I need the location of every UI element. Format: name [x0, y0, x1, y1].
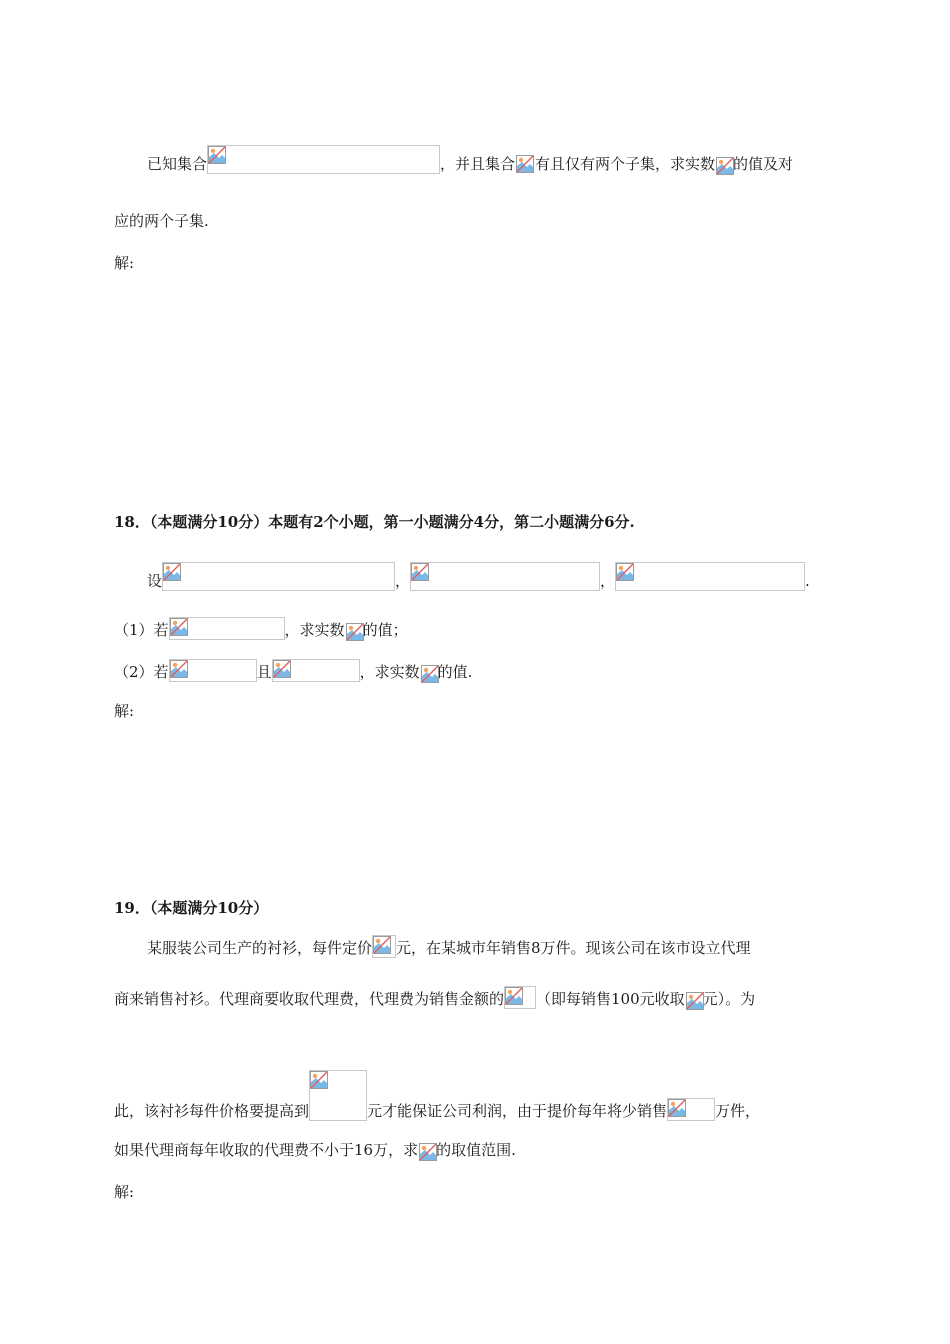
- broken-image-icon: [421, 665, 439, 683]
- q17-text: 的值及对: [733, 155, 794, 173]
- q18-part2: [114, 659, 472, 682]
- formula-image-placeholder: [169, 617, 285, 640]
- q18-text: （2）若: [114, 663, 169, 681]
- q19-text: 万件，: [715, 1102, 761, 1120]
- formula-image-placeholder: [715, 156, 733, 174]
- q19-text: 元才能保证公司利润，由于提价每年将少销售: [367, 1102, 668, 1120]
- broken-image-icon: [170, 618, 188, 636]
- formula-image-placeholder: [667, 1098, 715, 1121]
- q19-text: 某服装公司生产的衬衫，每件定价: [147, 939, 373, 957]
- broken-image-icon: [373, 936, 391, 954]
- formula-image-placeholder: [418, 1142, 436, 1160]
- q18-text: ，求实数: [284, 621, 345, 639]
- formula-image-placeholder: [272, 659, 360, 682]
- q18-text: 且: [256, 663, 272, 681]
- broken-image-icon: [208, 146, 226, 164]
- formula-image-placeholder: [410, 562, 600, 591]
- q18-text: 的值.: [437, 663, 473, 681]
- broken-image-icon: [310, 1071, 328, 1089]
- broken-image-icon: [668, 1099, 686, 1117]
- q19-line3: [114, 1070, 760, 1121]
- q19-header: 19．（本题满分10分）: [114, 899, 269, 917]
- broken-image-icon: [411, 563, 429, 581]
- q18-text: 的值；: [362, 621, 408, 639]
- q19-text: （即每销售100元收取: [536, 990, 685, 1008]
- q19-text: 如果代理商每年收取的代理费不小于16万，求: [114, 1141, 419, 1159]
- q17-line1: [147, 145, 793, 174]
- broken-image-icon: [273, 660, 291, 678]
- broken-image-icon: [616, 563, 634, 581]
- q18-header: 18．（本题满分10分）本题有2个小题，第一小题满分4分，第二小题满分6分.: [114, 513, 635, 531]
- q18-text: ，: [395, 572, 411, 590]
- q18-answer-label: 解:: [114, 702, 135, 720]
- q19-text: 商来销售衬衫。代理商要收取代理费，代理费为销售金额的: [114, 990, 505, 1008]
- q18-text: ，: [600, 572, 616, 590]
- formula-image-placeholder: [372, 935, 396, 958]
- broken-image-icon: [163, 563, 181, 581]
- q17-text: 有且仅有两个子集，求实数: [535, 155, 716, 173]
- formula-image-placeholder: [345, 622, 363, 640]
- broken-image-icon: [505, 987, 523, 1005]
- q19-line1: [147, 935, 751, 958]
- q18-text: .: [805, 572, 810, 590]
- q17-text: ，并且集合: [440, 155, 516, 173]
- q19-text: 的取值范围.: [436, 1141, 516, 1159]
- q19-text: 元）。为: [702, 990, 756, 1008]
- formula-image-placeholder: [169, 659, 257, 682]
- formula-image-placeholder: [504, 986, 536, 1009]
- q18-part1: [114, 617, 408, 640]
- q19-answer-label: 解:: [114, 1183, 135, 1201]
- broken-image-icon: [516, 155, 534, 173]
- q19-line4: [114, 1140, 516, 1160]
- q17-answer-label: 解:: [114, 254, 135, 272]
- broken-image-icon: [686, 992, 704, 1010]
- broken-image-icon: [716, 157, 734, 175]
- q17-line2: 应的两个子集.: [114, 212, 209, 230]
- formula-image-placeholder: [309, 1070, 367, 1121]
- broken-image-icon: [419, 1143, 437, 1161]
- q18-text: ，求实数: [359, 663, 420, 681]
- formula-image-placeholder: [685, 991, 703, 1009]
- broken-image-icon: [170, 660, 188, 678]
- formula-image-placeholder: [207, 145, 440, 174]
- formula-image-placeholder: [615, 562, 805, 591]
- formula-image-placeholder: [420, 664, 438, 682]
- formula-image-placeholder: [162, 562, 395, 591]
- q18-set-line: [147, 562, 810, 591]
- q19-text: 元，在某城市年销售8万件。现该公司在该市设立代理: [396, 939, 751, 957]
- q18-text: 设: [147, 572, 163, 590]
- q17-text: 已知集合: [147, 155, 208, 173]
- q19-line2: [114, 986, 755, 1009]
- broken-image-icon: [346, 623, 364, 641]
- q19-text: 此，该衬衫每件价格要提高到: [114, 1102, 310, 1120]
- formula-image-placeholder: [515, 154, 535, 174]
- q18-text: （1）若: [114, 621, 169, 639]
